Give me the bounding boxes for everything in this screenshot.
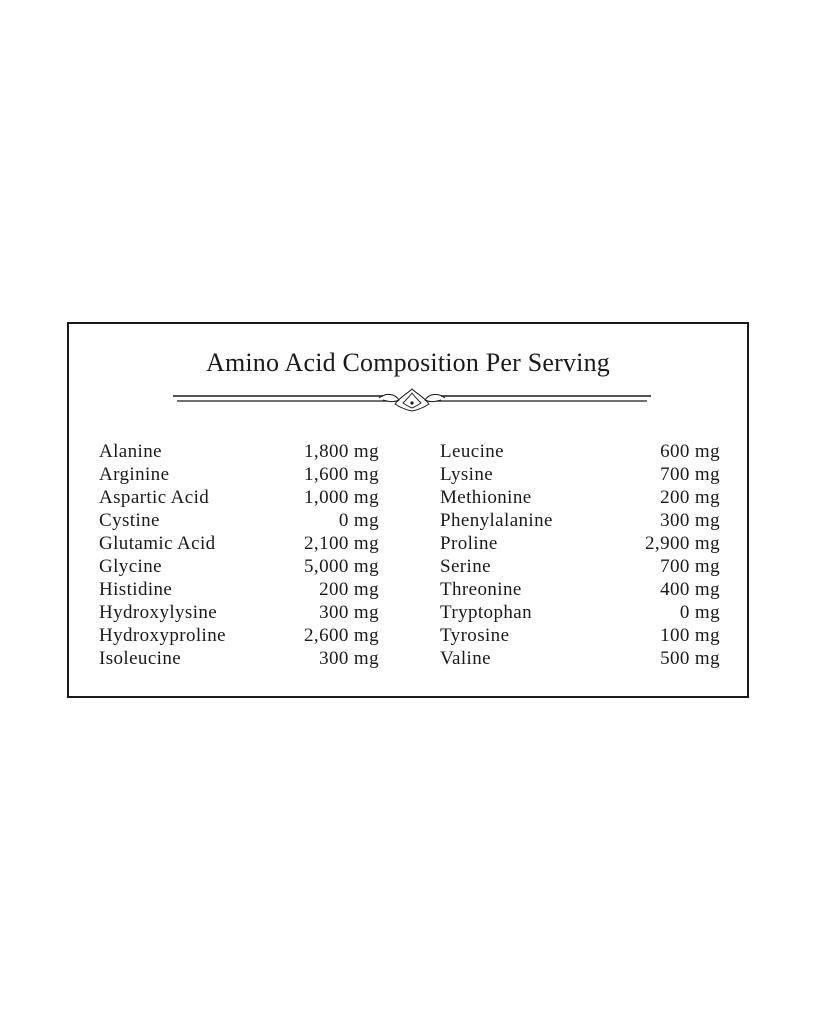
list-item: [99, 509, 379, 532]
list-item: [440, 624, 720, 647]
amino-acid-amount: 300 mg: [660, 510, 720, 531]
list-item: [99, 624, 379, 647]
amino-acid-amount: 0 mg: [679, 602, 720, 623]
amino-acid-amount: 200 mg: [319, 579, 379, 600]
list-item: [440, 509, 720, 532]
amino-acid-name: Hydroxyproline: [99, 625, 226, 646]
amino-acid-amount: 0 mg: [338, 510, 379, 531]
amino-acid-name: Leucine: [440, 441, 504, 462]
list-item: [440, 647, 720, 670]
list-item: [99, 463, 379, 486]
list-item: [440, 601, 720, 624]
amino-acid-amount: 600 mg: [660, 441, 720, 462]
amino-acid-amount: 700 mg: [660, 556, 720, 577]
list-item: [440, 532, 720, 555]
list-item: [440, 486, 720, 509]
left-column: [99, 440, 379, 670]
amino-acid-name: Tryptophan: [440, 602, 532, 623]
list-item: [440, 440, 720, 463]
amino-acid-name: Phenylalanine: [440, 510, 553, 531]
list-item: [440, 555, 720, 578]
amino-acid-amount: 2,600 mg: [304, 625, 379, 646]
panel-title: Amino Acid Composition Per Serving: [205, 348, 611, 377]
amino-acid-name: Threonine: [440, 579, 522, 600]
amino-acid-amount: 300 mg: [319, 648, 379, 669]
right-column: [440, 440, 720, 670]
amino-acid-name: Aspartic Acid: [99, 487, 210, 508]
amino-acid-name: Lysine: [440, 464, 494, 485]
amino-acid-name: Valine: [440, 648, 491, 669]
amino-acid-amount: 400 mg: [660, 579, 720, 600]
amino-acid-name: Isoleucine: [99, 648, 182, 669]
amino-acid-name: Glycine: [99, 556, 162, 577]
ornamental-divider-icon: [173, 388, 651, 414]
list-item: [440, 463, 720, 486]
list-item: [99, 440, 379, 463]
list-item: [99, 555, 379, 578]
list-item: [99, 486, 379, 509]
amino-acid-name: Alanine: [99, 441, 162, 462]
list-item: [99, 647, 379, 670]
amino-acid-amount: 200 mg: [660, 487, 720, 508]
amino-acid-amount: 2,100 mg: [304, 533, 379, 554]
amino-acid-amount: 500 mg: [660, 648, 720, 669]
list-item: [440, 578, 720, 601]
amino-acid-name: Tyrosine: [440, 625, 510, 646]
amino-acid-amount: 1,800 mg: [304, 441, 379, 462]
amino-acid-name: Proline: [440, 533, 498, 554]
list-item: [99, 601, 379, 624]
amino-acid-amount: 100 mg: [660, 625, 720, 646]
amino-acid-name: Cystine: [99, 510, 160, 531]
amino-acid-name: Arginine: [99, 464, 170, 485]
list-item: [99, 532, 379, 555]
amino-acid-amount: 5,000 mg: [304, 556, 379, 577]
amino-acid-name: Serine: [440, 556, 491, 577]
amino-acid-name: Methionine: [440, 487, 532, 508]
amino-acid-amount: 2,900 mg: [645, 533, 720, 554]
list-item: [99, 578, 379, 601]
amino-acid-amount: 1,600 mg: [304, 464, 379, 485]
amino-acid-amount: 300 mg: [319, 602, 379, 623]
amino-acid-name: Glutamic Acid: [99, 533, 216, 554]
amino-acid-amount: 700 mg: [660, 464, 720, 485]
amino-acid-amount: 1,000 mg: [304, 487, 379, 508]
amino-acid-name: Histidine: [99, 579, 173, 600]
amino-acid-panel: [67, 322, 749, 698]
amino-acid-name: Hydroxylysine: [99, 602, 218, 623]
